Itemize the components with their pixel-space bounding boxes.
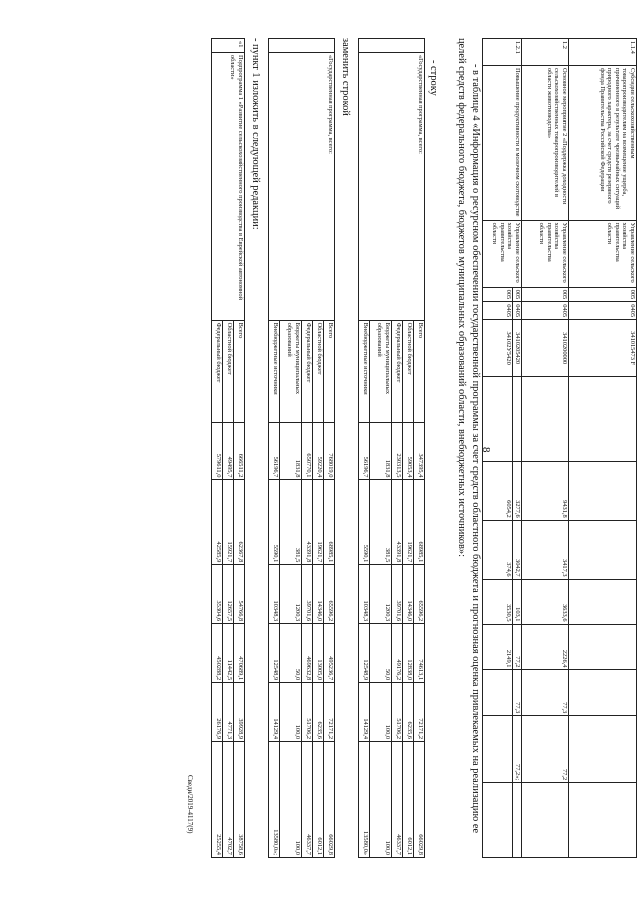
row-value: 10348,3 <box>359 565 370 624</box>
row-value: 49176,2 <box>392 624 403 683</box>
row-value: 666511,2 <box>234 423 245 480</box>
row-value: 14346,0 <box>403 565 414 624</box>
row-value: 5590,1 <box>269 480 280 565</box>
row-value: 14346,0 <box>313 565 324 624</box>
row-value: 38758,6 <box>234 742 245 858</box>
row-name: Основное мероприятие 2 «Поддержка доходности сельскохозяйственных товаропроизводителей в области животноводства» <box>522 65 569 220</box>
row-value: 43391,8 <box>392 480 403 565</box>
row-value: 77,2 <box>522 716 569 783</box>
row-value <box>513 377 522 462</box>
row-value <box>569 624 637 670</box>
table-row <box>513 39 522 858</box>
row-value: 43391,8 <box>302 480 313 565</box>
label-punkt: - пункт 1 изложить в следующей редакции: <box>250 38 261 230</box>
row-value: 13005,0 <box>313 624 324 683</box>
row-grbs: 005 <box>513 287 522 302</box>
row-value: 2149,1 <box>483 624 513 670</box>
source-label: Всего <box>414 320 425 423</box>
row-value: 50,0 <box>280 624 302 683</box>
row-value: 6235,6 <box>403 683 414 742</box>
new-row-table <box>268 38 335 858</box>
source-label: Федеральный бюджет <box>392 320 403 423</box>
row-num: 1.1.4 <box>569 39 637 66</box>
row-value: 35304,6 <box>212 565 223 624</box>
table-row <box>324 39 335 858</box>
row-value <box>522 783 569 858</box>
row-value: 6235,6 <box>313 683 324 742</box>
row-rzpr: 0405 <box>513 302 522 320</box>
row-value: 495236,7 <box>324 624 335 683</box>
program-name: «Государственная программа, всего: <box>269 52 335 320</box>
row-value: 56196,7 <box>359 423 370 480</box>
row-value: 1200,3 <box>280 565 302 624</box>
row-value: 26176,9 <box>212 683 223 742</box>
row-value: 3633,6 <box>522 579 569 624</box>
source-label: Федеральный бюджет <box>212 320 223 423</box>
row-value: 3530,5 <box>483 579 513 624</box>
row-value: 42585,9 <box>212 480 223 565</box>
footer-ref: Сведи/2019-4117(9) <box>186 775 194 834</box>
row-value: 12657,5 <box>223 565 234 624</box>
row-value: 10348,3 <box>269 565 280 624</box>
row-value: 19621,7 <box>403 480 414 565</box>
row-value: 9431,8 <box>522 461 569 520</box>
row-value: 65596,2 <box>414 565 425 624</box>
table-row <box>414 39 425 858</box>
row-value: 50,0 <box>370 624 392 683</box>
row-value: 381,5 <box>280 480 302 565</box>
row-value: 2226,4 <box>522 624 569 670</box>
row-value: 77,3 <box>522 670 569 716</box>
row-value: 230313,5 <box>392 423 403 480</box>
row-value: 19621,7 <box>313 480 324 565</box>
row-value: 1831,8 <box>280 423 302 480</box>
row-value: 49495,7 <box>223 423 234 480</box>
row-rzpr: 0405 <box>483 302 513 320</box>
row-csr: 3410200000 <box>522 320 569 377</box>
row-value: 13580,0» <box>359 742 370 858</box>
row-value: 39928,9 <box>234 683 245 742</box>
row-value: 77,3 <box>513 670 522 716</box>
row-value: 12548,9 <box>269 624 280 683</box>
row-value: 100,0 <box>370 683 392 742</box>
row-value: 72171,2 <box>324 683 335 742</box>
row-value: 66029,8 <box>414 742 425 858</box>
row-value: 56196,7 <box>269 423 280 480</box>
label-stroku: - строку <box>428 60 439 96</box>
row-value: 470689,1 <box>234 624 245 683</box>
row-grbs: 005 <box>569 287 637 302</box>
row-name: Субсидии сельскохозяйственным товаропроизводителям на возмещение ущерба, причиненного в результате чрезвычайных ситуаций природного характера, за счет средств резервного фонда Правительства Российской Федерации <box>569 65 637 220</box>
row-value: 13580,0»; <box>269 742 280 858</box>
row-value <box>569 783 637 858</box>
row-num: 1.2.1 <box>483 39 522 66</box>
row-value: 1831,8 <box>370 423 392 480</box>
source-label: Бюджеты муниципальных образований <box>370 320 392 423</box>
row-value: 450288,2 <box>212 624 223 683</box>
subprogram-name: Подпрограмма 1 «Развитие сельскохозяйственного производства в Еврейской автономной области» <box>212 52 245 320</box>
row-value: 77,2 <box>513 624 522 670</box>
row-name: Повышение продуктивности в молочном скотоводстве <box>483 65 522 220</box>
row-value <box>569 520 637 579</box>
row-value: 66029,8 <box>324 742 335 858</box>
row-executor: Управление сельского хозяйства правительства области <box>483 220 522 287</box>
source-label: Внебюджетные источники <box>359 320 370 423</box>
row-grbs: 005 <box>522 287 569 302</box>
row-value: 579611,0 <box>212 423 223 480</box>
old-row-table <box>358 38 425 858</box>
row-value: 768019,0 <box>324 423 335 480</box>
row-value: 374,6 <box>483 520 513 579</box>
row-value: 1200,3 <box>370 565 392 624</box>
row-value <box>483 783 513 858</box>
source-label: Всего <box>234 320 245 423</box>
row-executor: Управление сельского хозяйства правительства области <box>522 220 569 287</box>
label-zamenit: заменить строкой <box>340 38 351 116</box>
row-value: 103,1 <box>513 579 522 624</box>
row-value: 3417,3 <box>522 520 569 579</box>
row-value: 25255,4 <box>212 742 223 858</box>
row-csr: 341015473 F <box>569 320 637 377</box>
source-label: Областной бюджет <box>403 320 414 423</box>
source-label: Бюджеты муниципальных образований <box>280 320 302 423</box>
source-label: Всего <box>324 320 335 423</box>
row-value: 4771,3 <box>223 683 234 742</box>
row-value <box>569 670 637 716</box>
table-row <box>234 39 245 858</box>
row-csr: 3410205420 <box>513 320 522 377</box>
row-value: 650770,1 <box>302 423 313 480</box>
table-row <box>569 39 637 858</box>
row-value: 54766,8 <box>234 565 245 624</box>
row-value: 39701,6 <box>392 565 403 624</box>
row-value <box>569 461 637 520</box>
row-value: 6012,1 <box>313 742 324 858</box>
row-value: 51706,2 <box>302 683 313 742</box>
row-num: 1.2 <box>522 39 569 66</box>
row-value: 6012,1 <box>403 742 414 858</box>
row-value: 68985,1 <box>414 480 425 565</box>
row-value: 100,0 <box>280 683 302 742</box>
row-value: 65596,2 <box>324 565 335 624</box>
row-value: 15921,7 <box>223 480 234 565</box>
row-value: 59053,4 <box>403 423 414 480</box>
row-csr: 34102У5420 <box>483 320 513 377</box>
row-grbs: 005 <box>483 287 513 302</box>
row-value <box>483 716 513 783</box>
source-label: Областной бюджет <box>313 320 324 423</box>
row-value: 74613,1 <box>414 624 425 683</box>
row-value: 46337,7 <box>302 742 313 858</box>
row-value <box>483 670 513 716</box>
source-label: Внебюджетные источники <box>269 320 280 423</box>
row-rzpr: 0405 <box>522 302 569 320</box>
row-value <box>483 377 513 462</box>
row-value: 3042,7 <box>513 520 522 579</box>
source-label: Федеральный бюджет <box>302 320 313 423</box>
row-executor: Управление сельского хозяйства правительства области <box>569 220 637 287</box>
row-value: 59220,4 <box>313 423 324 480</box>
program-name: «Государственная программа, всего: <box>359 52 425 320</box>
row-value: 14129,4 <box>359 683 370 742</box>
row-value <box>569 716 637 783</box>
row-value <box>513 783 522 858</box>
row-rzpr: 0405 <box>569 302 637 320</box>
row-value: 12548,9 <box>359 624 370 683</box>
row-value: 4702,7 <box>223 742 234 858</box>
row-value: 381,5 <box>370 480 392 565</box>
row-value: 51706,2 <box>392 683 403 742</box>
row-value <box>522 377 569 462</box>
row-value: 68985,1 <box>324 480 335 565</box>
row-value: 14129,4 <box>269 683 280 742</box>
activities-table <box>482 38 637 858</box>
row-value: 46337,7 <box>392 742 403 858</box>
row-value <box>569 579 637 624</box>
row-value: 62367,8 <box>234 480 245 565</box>
page-number: 8 <box>480 447 492 453</box>
row-value: 100,0 <box>280 742 302 858</box>
source-label: Областной бюджет <box>223 320 234 423</box>
subprogram-table <box>211 38 245 858</box>
amendment-paragraph: - в таблице 4 «Информация о ресурсном обеспечении государственной программы за счет средств областного бюджета и прогнозная оценка привлекаемых на реализацию ее целей средств федерального бюджета, бюджетов муниципальных образований области, внебюджетных источников»: <box>456 38 481 834</box>
row-value <box>569 377 637 462</box>
row-value: 77,2»; <box>513 716 522 783</box>
row-value: 12838,0 <box>403 624 414 683</box>
subprogram-num: «1 <box>212 39 245 53</box>
row-value: 39701,6 <box>302 565 313 624</box>
table-row <box>522 39 569 858</box>
row-value: 469632,8 <box>302 624 313 683</box>
row-value: 72171,2 <box>414 683 425 742</box>
row-value: 100,0 <box>370 742 392 858</box>
row-value: 3277,6 <box>513 461 522 520</box>
row-value: 5590,1 <box>359 480 370 565</box>
row-value: 11442,5 <box>223 624 234 683</box>
row-value: 347395,4 <box>414 423 425 480</box>
row-value: 6054,2 <box>483 461 513 520</box>
